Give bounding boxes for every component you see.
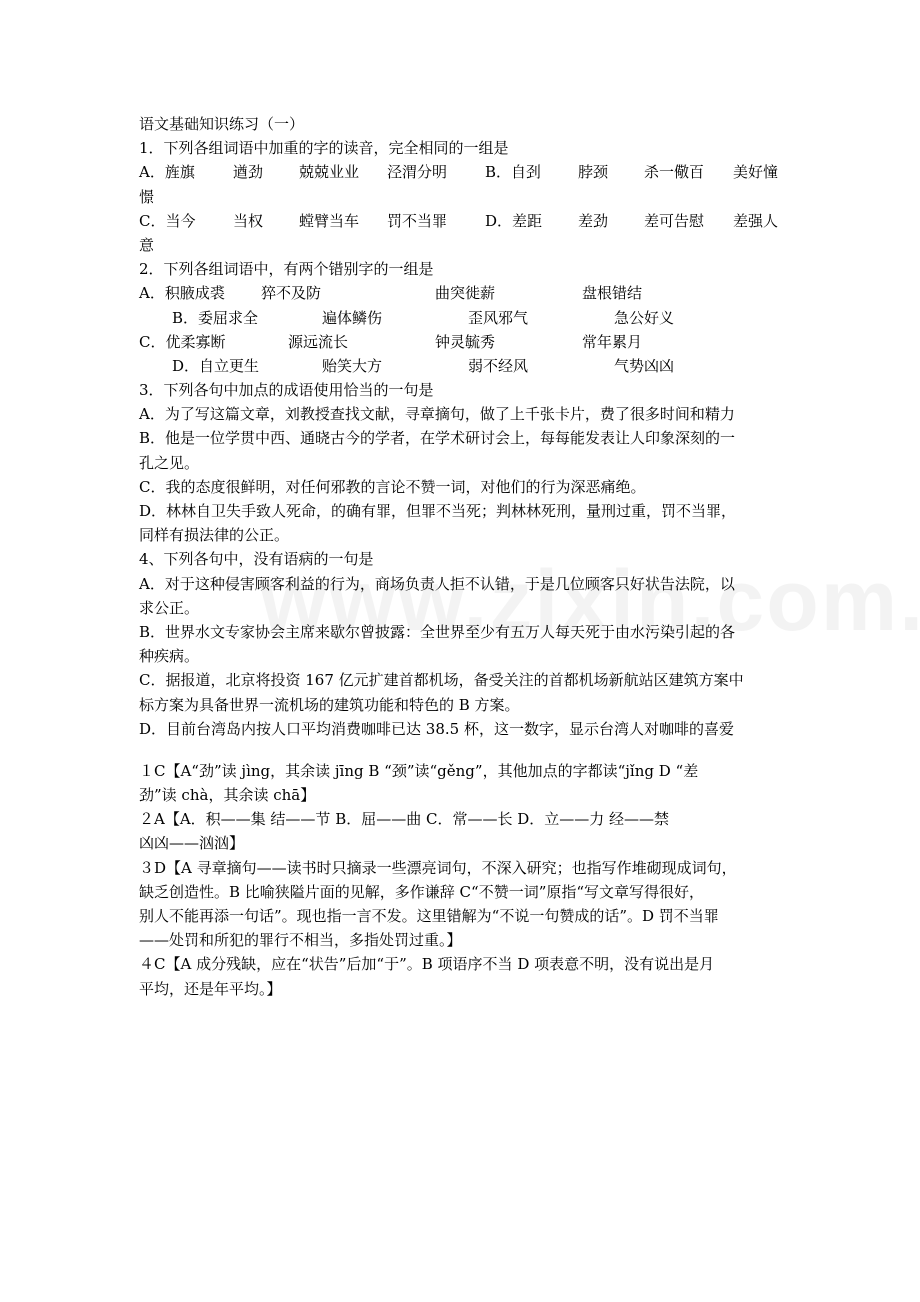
option-text: D．差距 <box>485 211 543 230</box>
option-text: 气势凶凶 <box>614 356 675 375</box>
question-1-stem: 1．下列各组词语中加重的字的读音，完全相同的一组是 <box>139 139 509 158</box>
answer-3-line-2: 缺乏创造性。B 比喻狭隘片面的见解，多作谦辞 C“不赞一词”原指“写文章写得很好， <box>139 882 705 901</box>
answer-3-line-3: 别人不能再添一句话”。现也指一言不发。这里错解为“不说一句赞成的话”。D 罚不当罪 <box>139 907 719 925</box>
question-3-option-b-wrap: 孔之见。 <box>139 453 200 472</box>
option-text: 贻笑大方 <box>322 356 383 375</box>
option-text: 弱不经风 <box>468 356 529 375</box>
option-text: B．委屈求全 <box>172 308 259 327</box>
answer-1-wrap: 劲”读 chà，其余读 chā】 <box>139 786 316 805</box>
option-text: 差劲 <box>578 211 609 230</box>
question-2-row-b <box>139 306 784 330</box>
option-text: 螳臂当车 <box>299 211 360 230</box>
option-text: 遒劲 <box>233 163 264 182</box>
answer-1: １C【A“劲”读 jìng，其余读 jīng B “颈”读“gěng”，其他加点的字都读“jǐng D “差 <box>139 761 699 780</box>
question-3-option-b: B．他是一位学贯中西、通晓古今的学者，在学术研讨会上，每每能发表让人印象深刻的一 <box>139 429 736 448</box>
option-text: 曲突徙薪 <box>435 284 496 303</box>
option-text: C．当今 <box>139 211 196 230</box>
question-2-row-a <box>139 281 784 305</box>
answer-4: ４C【A 成分残缺，应在“状告”后加“于”。B 项语序不当 D 项表意不明，没有说出是月 <box>139 955 715 974</box>
option-text: A．旌旗 <box>139 163 195 182</box>
option-text: 常年累月 <box>582 332 643 351</box>
question-3-option-a: A．为了写这篇文章，刘教授查找文献，寻章摘句，做了上千张卡片，费了很多时间和精力 <box>139 405 735 424</box>
option-text: 源远流长 <box>288 332 349 351</box>
question-2-stem: 2．下列各组词语中，有两个错别字的一组是 <box>139 260 434 279</box>
question-4-option-b: B．世界水文专家协会主席来歇尔曾披露：全世界至少有五万人每天死于由水污染引起的各 <box>139 622 736 641</box>
option-text: 歪风邪气 <box>468 308 529 327</box>
question-4-option-d: D．目前台湾岛内按人口平均消费咖啡已达 38.5 杯，这一数字，显示台湾人对咖啡的喜爱 <box>139 719 734 738</box>
option-text: 泾渭分明 <box>387 163 448 182</box>
question-4-option-a: A．对于这种侵害顾客利益的行为，商场负责人拒不认错，于是几位顾客只好状告法院，以 <box>139 574 735 593</box>
question-3-option-d-wrap: 同样有损法律的公正。 <box>139 526 290 545</box>
question-4-option-a-wrap: 求公正。 <box>139 598 200 617</box>
question-1-row-cd-wrap: 意 <box>139 235 155 254</box>
question-3-option-c: C．我的态度很鲜明，对任何邪教的言论不赞一词，对他们的行为深恶痛绝。 <box>139 477 646 496</box>
option-text: 兢兢业业 <box>299 163 360 182</box>
option-text: 盘根错结 <box>582 284 643 303</box>
question-1-row-ab <box>139 160 784 184</box>
question-4-option-b-wrap: 种疾病。 <box>139 647 200 666</box>
option-text: 当权 <box>233 211 264 230</box>
question-4-option-c-wrap: 标方案为具备世界一流机场的建筑功能和特色的 B 方案。 <box>139 695 520 714</box>
option-text: 急公好义 <box>614 308 675 327</box>
option-text: B．自刭 <box>485 163 542 182</box>
question-4-stem: 4、下列各句中，没有语病的一句是 <box>139 550 374 569</box>
question-4-option-c: C．据报道，北京将投资 167 亿元扩建首都机场，备受关注的首都机场新航站区建筑方案中 <box>139 671 744 690</box>
question-2-row-d <box>139 354 784 378</box>
answer-4-wrap: 平均，还是年平均。】 <box>139 979 282 998</box>
option-text: 遍体鳞伤 <box>322 308 383 327</box>
document-body <box>139 112 784 1001</box>
question-3-option-d: D．林林自卫失手致人死命，的确有罪，但罪不当死；判林林死刑，量刑过重，罚不当罪， <box>139 502 737 520</box>
option-text: C．优柔寡断 <box>139 332 226 351</box>
option-text: 脖颈 <box>578 163 609 182</box>
option-text: 差强人 <box>733 211 779 230</box>
option-text: D．自立更生 <box>172 356 260 375</box>
question-2-row-c <box>139 330 784 354</box>
option-text: A．积腋成裘 <box>139 284 225 303</box>
option-text: 美好憧 <box>733 163 779 182</box>
option-text: 罚不当罪 <box>387 211 448 230</box>
option-text: 猝不及防 <box>261 284 322 303</box>
option-text: 杀一儆百 <box>644 163 705 182</box>
question-1-row-cd <box>139 209 784 233</box>
question-3-stem: 3．下列各句中加点的成语使用恰当的一句是 <box>139 381 434 400</box>
document-title: 语文基础知识练习（一） <box>139 115 305 133</box>
option-text: 钟灵毓秀 <box>435 332 496 351</box>
answer-3-line-4: ——处罚和所犯的罪行不相当，多指处罚过重。】 <box>139 931 462 950</box>
option-text: 差可告慰 <box>644 211 705 230</box>
answer-2-wrap: 凶凶——汹汹】 <box>139 834 245 853</box>
question-1-row-ab-wrap: 憬 <box>139 187 155 206</box>
answer-2: ２A【A．积——集 结——节 B．屈——曲 C．常——长 D．立——力 经——禁 <box>139 810 670 829</box>
answer-3: ３D【A 寻章摘句——读书时只摘录一些漂亮词句，不深入研究；也指写作堆砌现成词句， <box>139 858 737 877</box>
